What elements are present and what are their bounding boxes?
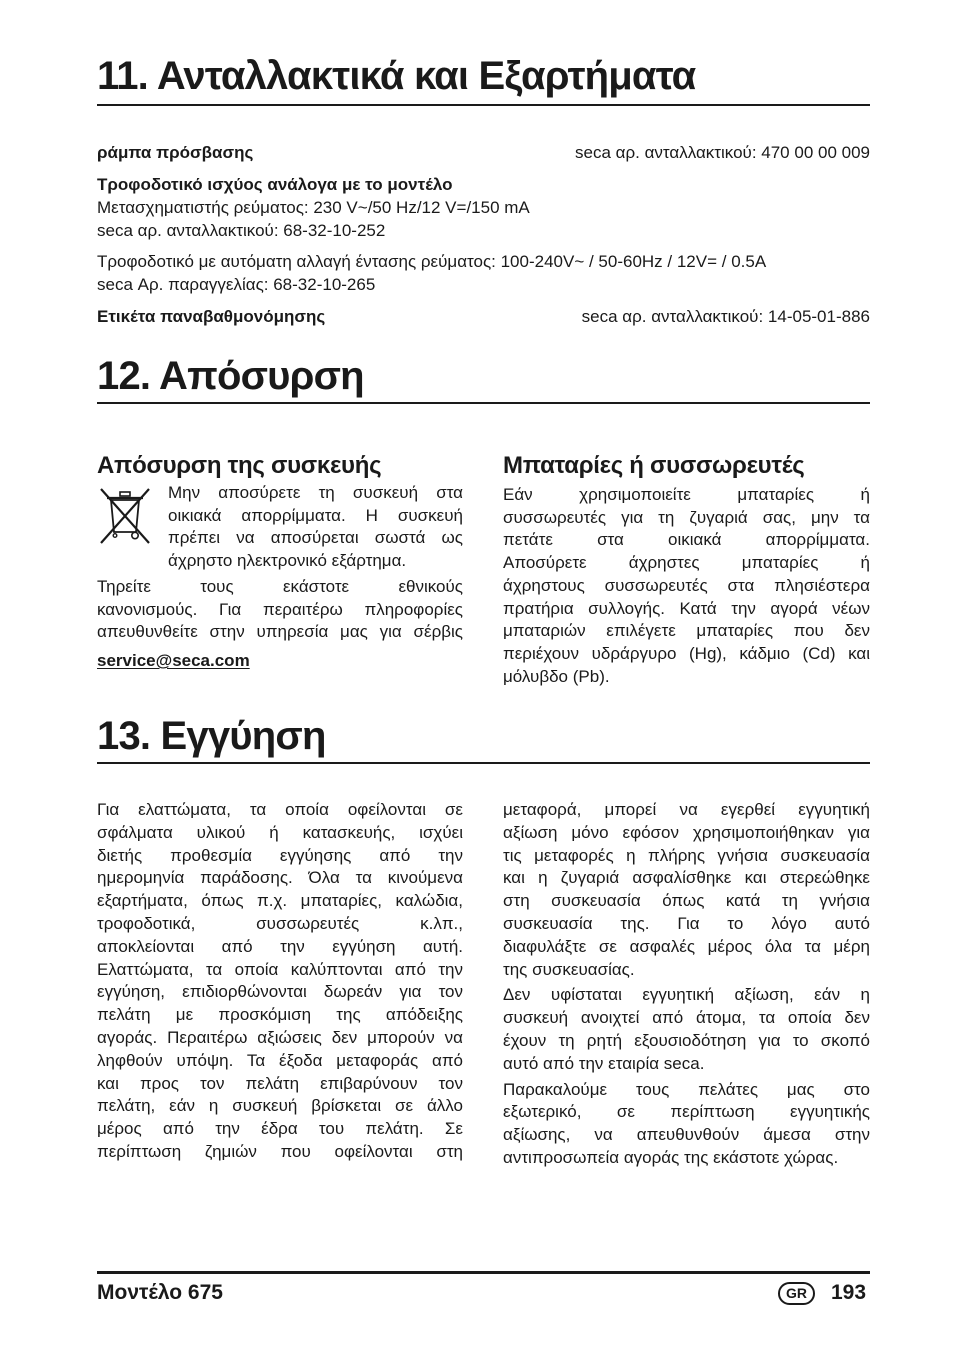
power-supply-title-row (97, 174, 870, 196)
part-description: Μετασχηματιστής ρεύματος: 230 V~/50 Hz/12 V=/150 mA (97, 198, 530, 217)
text-line: Δεν υφίσταται εγγυητική αξίωση, εάν η (503, 985, 870, 1005)
text-line: διαφυλάξτε σε ασφαλές μέρος όλα τα μέρη (503, 936, 870, 956)
text-line: πελάτη με προσκόμιση της απόδειξης (97, 1005, 463, 1025)
text-line: ημερομηνία παράδοσης. Όλα τα κινούμενα (97, 868, 463, 888)
section-heading-disposal: 12. Απόσυρση (97, 354, 364, 398)
text-line: εξαρτήματα, όπως π.χ. μπαταρίες, καλώδια, (97, 891, 463, 911)
text-line: τροφοδοτικά, συσσωρευτές κ.λπ., (97, 913, 463, 933)
part-name: ράμπα πρόσβασης (97, 143, 254, 162)
crossed-out-wheelie-bin-icon (97, 485, 153, 547)
part-number: seca αρ. ανταλλακτικού: 14-05-01-886 (581, 307, 870, 326)
section-heading-warranty: 13. Εγγύηση (97, 714, 326, 758)
text-line: πρέπει να αποσύρεται σωστά ως (168, 528, 463, 548)
text-line: Αποσύρετε άχρηστες μπαταρίες ή (503, 553, 870, 573)
text-line: Παρακαλούμε τους πελάτες μας στο (503, 1079, 870, 1099)
text-line: συσσωρευτές για τη ζυγαριά σας, μην τα (503, 507, 870, 527)
paragraph (503, 984, 870, 1075)
heading-rule (97, 762, 870, 764)
paragraph (503, 799, 870, 981)
language-badge: GR (778, 1282, 815, 1305)
device-disposal-text (97, 576, 463, 644)
text-line: άχρηστο ηλεκτρονικό εξάρτημα. (168, 551, 407, 571)
part-row-ramp (97, 142, 870, 164)
text-line: συσκευασία της. Για το λόγο αυτό (503, 913, 870, 933)
heading-rule (97, 104, 870, 106)
part-row-calibration-label (97, 306, 870, 328)
paragraph (503, 1079, 870, 1170)
text-line: Για ελαττώματα, τα οποία οφείλονται σε (97, 800, 463, 819)
part-name: Ετικέτα παναβαθμονόμησης (97, 307, 326, 326)
switching-supply-row (97, 251, 870, 273)
heading-rule (97, 402, 870, 404)
text-line: αξίωσης, να απευθυνθούν άμεσα στην (503, 1125, 870, 1145)
text-line: μπαταριών επιλέγετε μπαταρίες που δεν (503, 621, 870, 641)
switching-order-number-row (97, 274, 870, 296)
section-heading-spare-parts: 11. Ανταλλακτικά και Εξαρτήματα (97, 54, 696, 98)
text-line: αποκλείονται από την εγγύηση αυτή. (97, 936, 463, 956)
text-line: κανονισμούς. Για περαιτέρω πληροφορίες (97, 599, 463, 619)
text-line: πελάτη, εάν η συσκευή βρίσκεται σε άλλο (97, 1096, 463, 1116)
text-line: εξωτερικό, σε περίπτωση εγγυητικής (503, 1102, 870, 1122)
transformer-row (97, 197, 870, 219)
text-line: τις μεταφορές η πλήρης γνήσια συσκευασία (503, 845, 870, 865)
text-line: πρατήρια συλλογής. Κατά την αγορά νέων (503, 598, 870, 618)
text-line: περίπτωση ζημιών που οφείλονται στη (97, 1141, 463, 1161)
service-email-link[interactable]: service@seca.com (97, 651, 250, 670)
text-line: περιέχουν υδράργυρο (Hg), κάδμιο (Cd) και (503, 643, 870, 663)
batteries-text (503, 484, 870, 688)
part-name: Τροφοδοτικό ισχύος ανάλογα με το μοντέλο (97, 175, 453, 194)
text-line: απευθυνθείτε στην υπηρεσία μας για σέρβις (97, 622, 463, 642)
text-line: σφάλματα υλικού ή κατασκευής, ισχύει (97, 822, 463, 842)
part-description: Τροφοδοτικό με αυτόματη αλλαγή έντασης ρεύματος: 100-240V~ / 50-60Hz / 12V= / 0.5A (97, 252, 767, 271)
footer-rule (97, 1271, 870, 1274)
part-number: seca αρ. ανταλλακτικού: 68-32-10-252 (97, 221, 386, 240)
text-line: μέρος από την έδρα του πελάτη. Σε (97, 1119, 463, 1139)
text-line: ληφθούν υπόψη. Τα έξοδα μεταφοράς από (97, 1050, 463, 1070)
text-line: έχουν τη ρητή εξουσιοδότηση για το σκοπό (503, 1030, 870, 1050)
text-line: της συσκευασίας. (503, 959, 635, 979)
text-line: και προς τον πελάτη επιβαρύνουν τον (97, 1073, 463, 1093)
text-line: πετάτε στα οικιακά απορρίμματα. (503, 530, 870, 550)
text-line: αγοράς. Περαιτέρω αξιώσεις δεν μπορούν να (97, 1027, 463, 1047)
text-line: αντιπροσωπεία αγοράς της εκάστοτε χώρας. (503, 1147, 839, 1167)
text-line: αξίωση μόνο εφόσον χρησιμοποιήθηκαν για (503, 822, 870, 842)
warranty-left-column (97, 799, 463, 1164)
device-disposal-icon-text (168, 482, 463, 573)
text-line: μόλυβδο (Pb). (503, 666, 610, 686)
subheading-batteries: Μπαταρίες ή συσσωρευτές (503, 452, 805, 479)
order-number: seca Αρ. παραγγελίας: 68-32-10-265 (97, 275, 376, 294)
text-line: εγγύηση, επιδιορθώνονται δωρεάν για τον (97, 982, 463, 1002)
text-line: και η ζυγαριά ασφαλίσθηκε και στερεώθηκε (503, 868, 870, 888)
warranty-right-column (503, 799, 870, 1173)
text-line: αυτό από την εταιρία seca. (503, 1053, 705, 1073)
text-line: μεταφορά, μπορεί να εγερθεί εγγυητική (503, 800, 870, 819)
text-line: Ελαττώματα, τα οποία καλύπτονται από την (97, 959, 463, 979)
text-line: Μην αποσύρετε τη συσκευή στα (168, 483, 463, 502)
text-line: οικιακά απορρίμματα. Η συσκευή (168, 505, 463, 525)
transformer-part-number-row (97, 220, 870, 242)
footer-model-name: Μοντέλο 675 (97, 1281, 223, 1304)
text-line: Εάν χρησιμοποιείτε μπαταρίες ή (503, 485, 870, 504)
part-number: seca αρ. ανταλλακτικού: 470 00 00 009 (575, 143, 870, 162)
text-line: διετής προθεσμία εγγύησης από την (97, 845, 463, 865)
text-line: στη συσκευασία όπως κατά τη γνήσια (503, 891, 870, 911)
text-line: συσκευή ανοιχτεί από άτομα, τα οποία δεν (503, 1008, 870, 1028)
text-line: άχρηστους συσσωρευτές στα πλησιέστερα (503, 575, 870, 595)
subheading-device-disposal: Απόσυρση της συσκευής (97, 452, 382, 479)
text-line: Τηρείτε τους εκάστοτε εθνικούς (97, 577, 463, 596)
page-number: 193 (831, 1281, 867, 1304)
